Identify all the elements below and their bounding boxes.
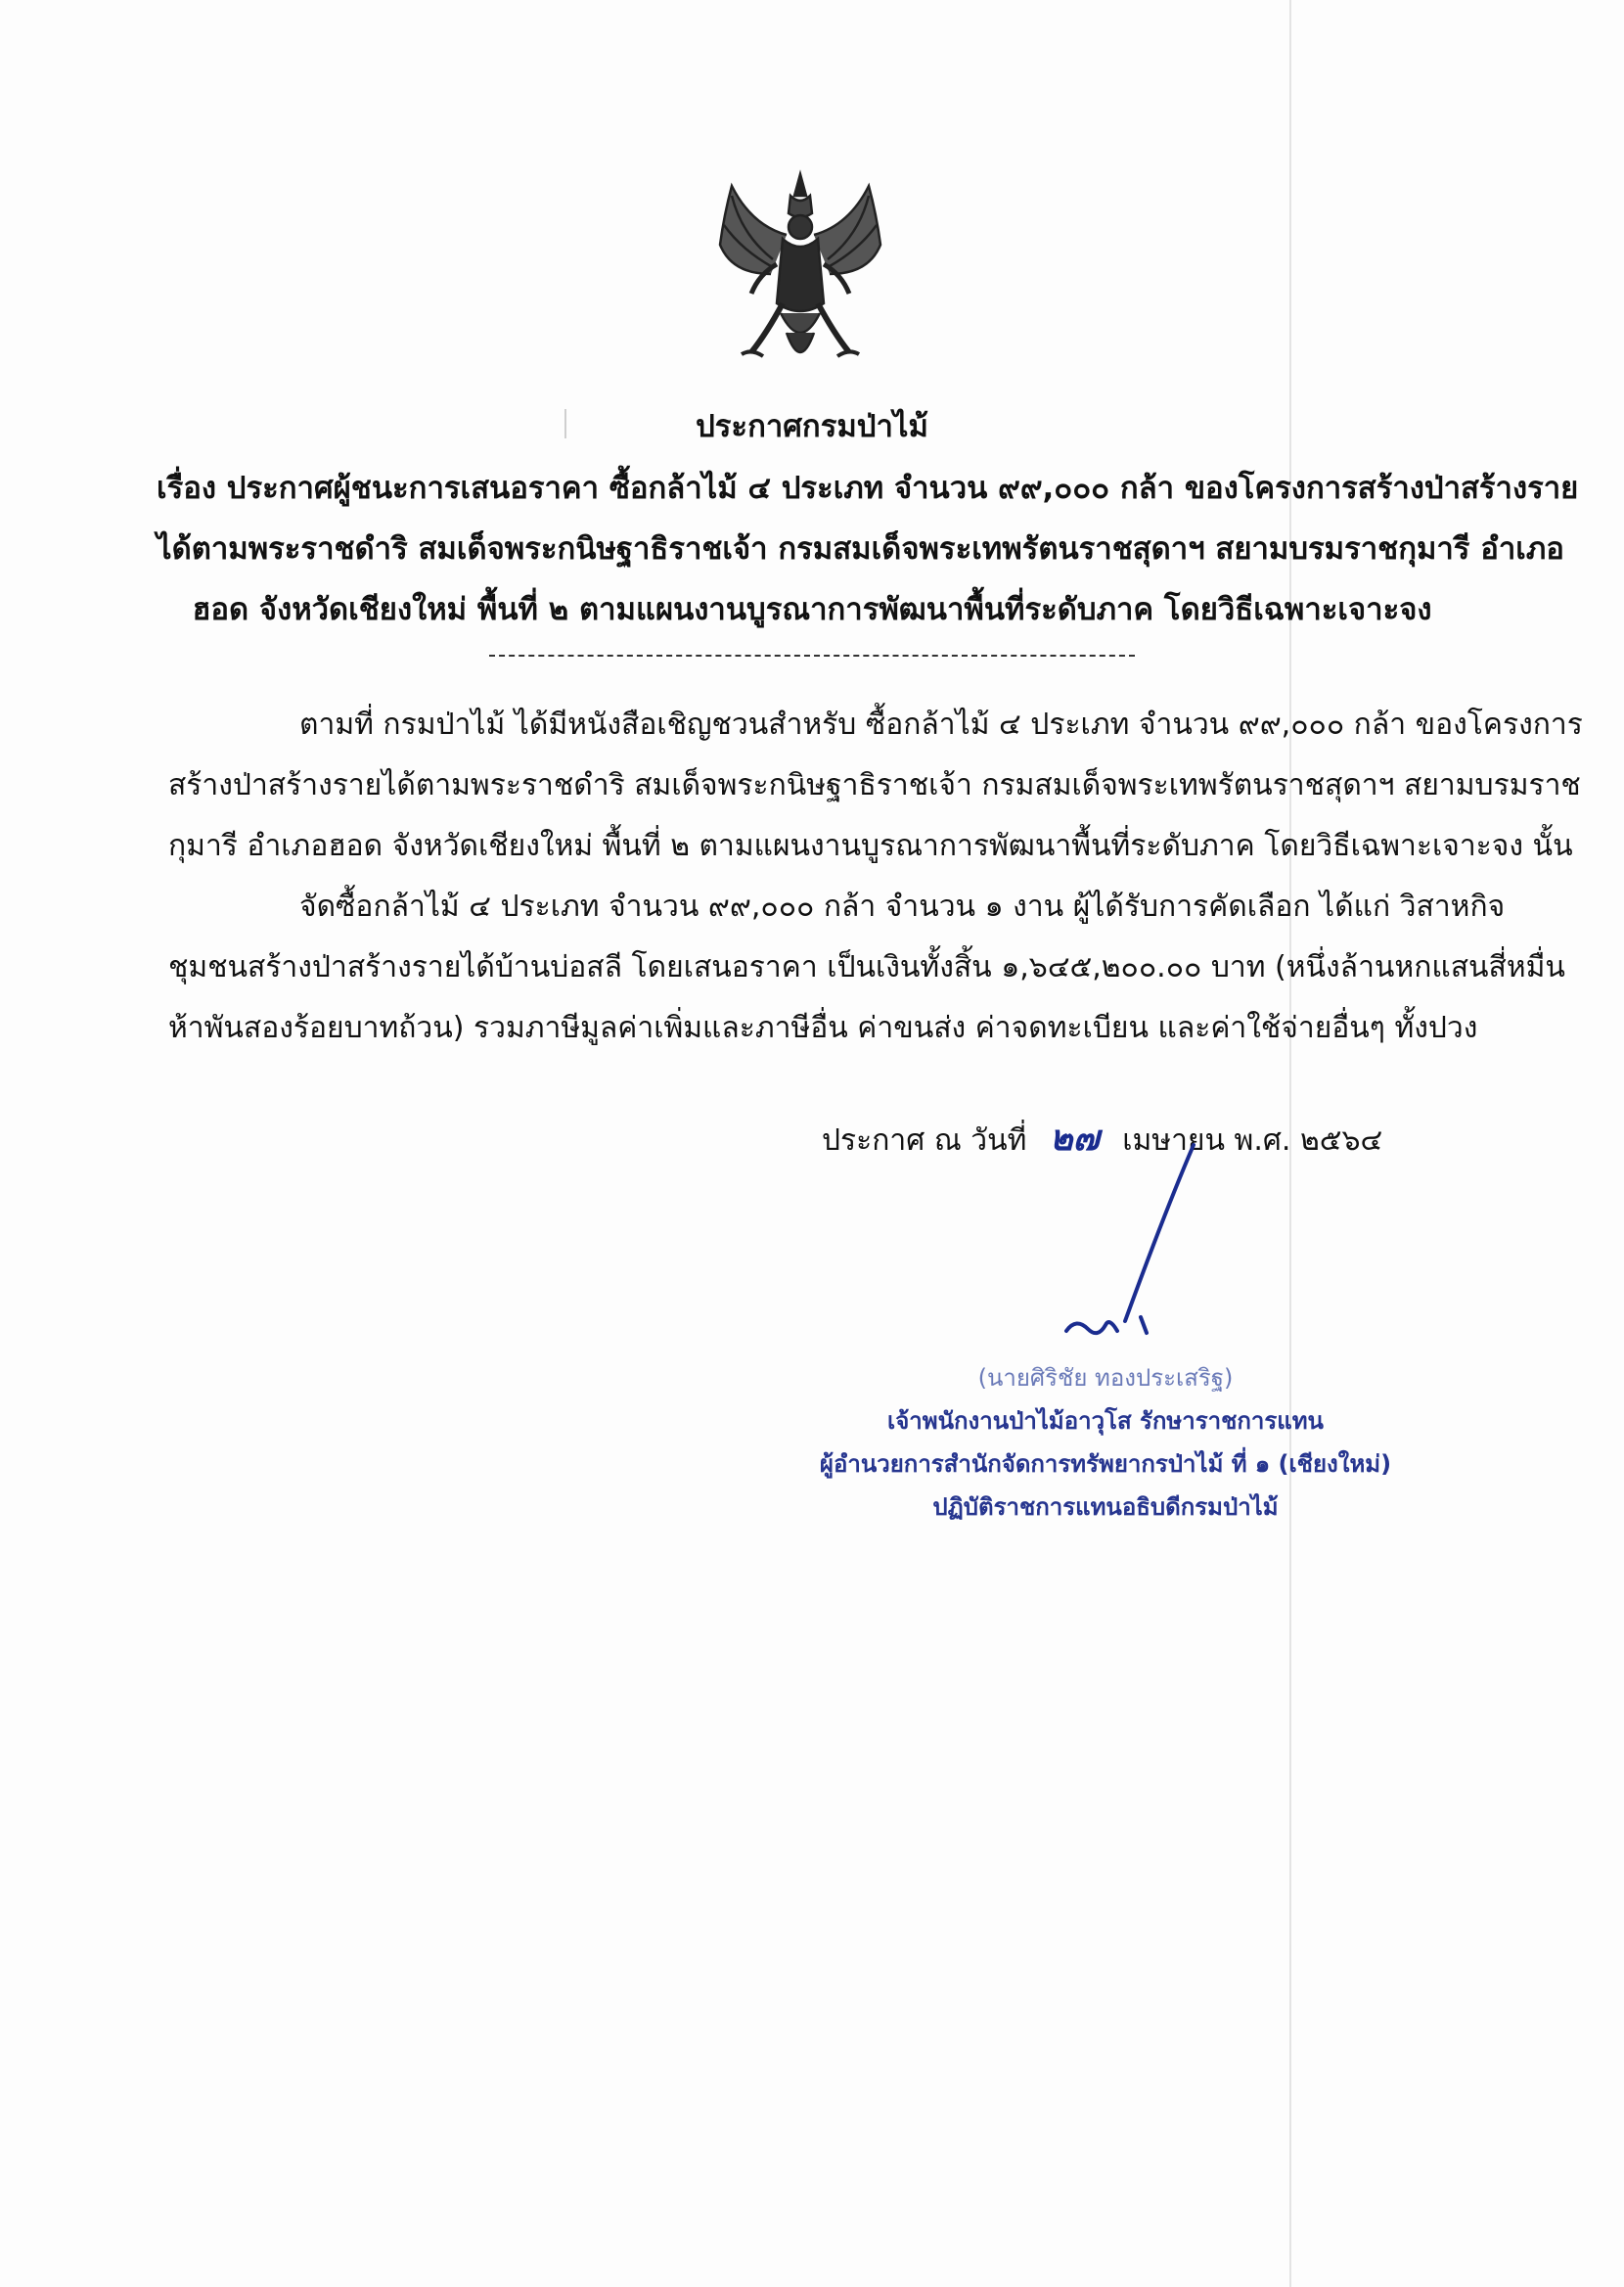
paragraph-line: ชุมชนสร้างป่าสร้างรายได้บ้านบ่อสลี โดยเสนอราคา เป็นเงินทั้งสิ้น ๑,๖๔๕,๒๐๐.๐๐ บาท (หนึ่งล้านหกแสนสี่หมื่น (168, 950, 1565, 984)
garuda-emblem-icon (712, 166, 888, 382)
signatory-position: ผู้อำนวยการสำนักจัดการทรัพยากรป่าไม้ ที่ ๑ (เชียงใหม่) (819, 1450, 1392, 1478)
signature-mark (1047, 1125, 1242, 1350)
paragraph-line: จัดซื้อกล้าไม้ ๔ ประเภท จำนวน ๙๙,๐๐๐ กล้า จำนวน ๑ งาน ผู้ได้รับการคัดเลือก ได้แก่ วิสาหกิจ (299, 890, 1506, 924)
paragraph-line: ตามที่ กรมป่าไม้ ได้มีหนังสือเชิญชวนสำหรับ ซื้อกล้าไม้ ๔ ประเภท จำนวน ๙๙,๐๐๐ กล้า ของโครงการ (299, 708, 1583, 742)
signatory-position: เจ้าพนักงานป่าไม้อาวุโส รักษาราชการแทน (887, 1407, 1324, 1435)
signatory-position: ปฏิบัติราชการแทนอธิบดีกรมป่าไม้ (932, 1493, 1279, 1521)
paragraph-winner (168, 877, 1565, 1059)
date-prefix: ประกาศ ณ วันที่ (822, 1123, 1027, 1158)
paragraph-invitation (168, 695, 1583, 877)
signatory-block (802, 1356, 1409, 1529)
signatory-name: (นายศิริชัย ทองประเสริฐ) (977, 1364, 1234, 1392)
separator-rule (489, 655, 1135, 657)
subject-block (157, 458, 1579, 640)
date-day-handwritten: ๒๗ (1049, 1118, 1100, 1159)
date-suffix: เมษายน พ.ศ. ๒๕๖๔ (1122, 1123, 1383, 1158)
subject-line: ได้ตามพระราชดำริ สมเด็จพระกนิษฐาธิราชเจ้า กรมสมเด็จพระเทพรัตนราชสุดาฯ สยามบรมราชกุมารี อำเภอ (157, 531, 1564, 567)
subject-line: ฮอด จังหวัดเชียงใหม่ พื้นที่ ๒ ตามแผนงานบูรณาการพัฒนาพื้นที่ระดับภาค โดยวิธีเฉพาะเจาะจง (192, 592, 1432, 627)
dashed-separator (0, 642, 1624, 665)
agency-title: ประกาศกรมป่าไม้ (696, 409, 928, 444)
paragraph-line: กุมารี อำเภอฮอด จังหวัดเชียงใหม่ พื้นที่ ๒ ตามแผนงานบูรณาการพัฒนาพื้นที่ระดับภาค โดยวิธีเฉพาะเจาะจง นั้น (168, 829, 1573, 863)
subject-line: เรื่อง ประกาศผู้ชนะการเสนอราคา ซื้อกล้าไม้ ๔ ประเภท จำนวน ๙๙,๐๐๐ กล้า ของโครงการสร้างป่าสร้างราย (157, 471, 1579, 506)
paragraph-line: สร้างป่าสร้างรายได้ตามพระราชดำริ สมเด็จพระกนิษฐาธิราชเจ้า กรมสมเด็จพระเทพรัตนราชสุดาฯ สยามบรมราช (168, 768, 1581, 802)
paragraph-line: ห้าพันสองร้อยบาทถ้วน) รวมภาษีมูลค่าเพิ่มและภาษีอื่น ค่าขนส่ง ค่าจดทะเบียน และค่าใช้จ่ายอื่นๆ ทั้งปวง (168, 1011, 1478, 1045)
